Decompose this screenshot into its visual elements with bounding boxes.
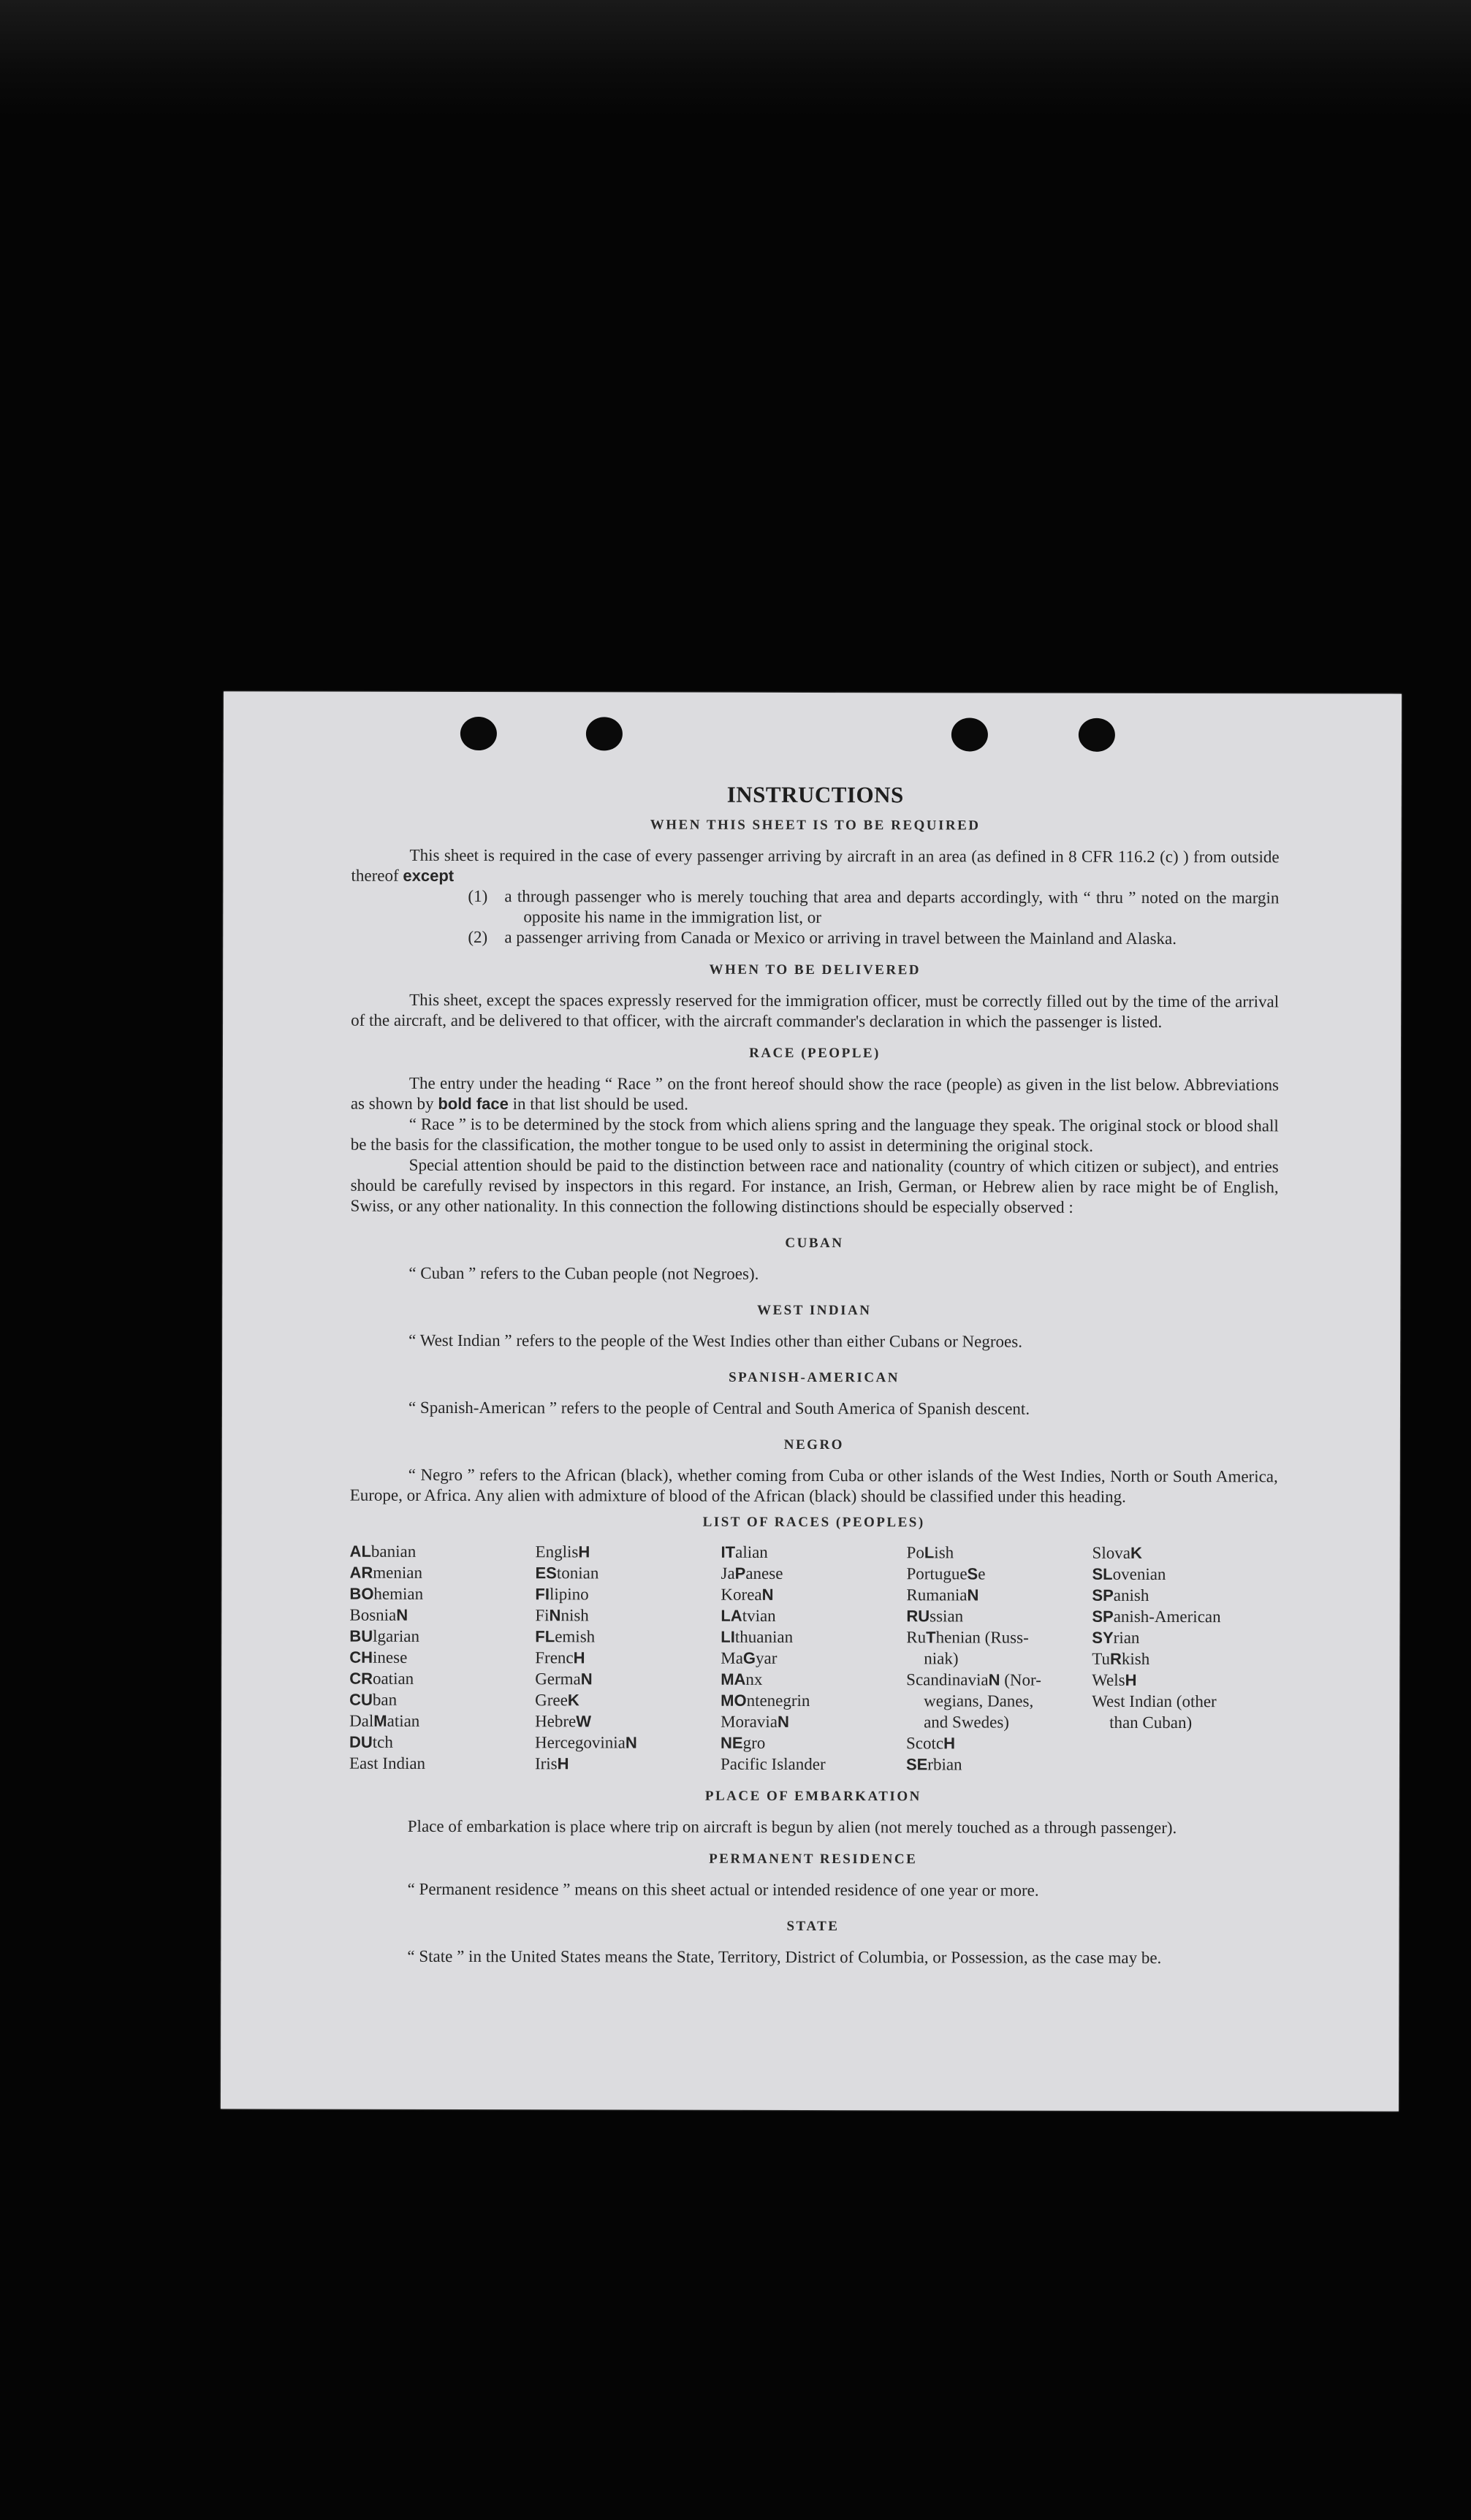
race-entry: FiNnish — [535, 1606, 589, 1625]
punch-hole — [951, 717, 988, 751]
race-entry: HebreW — [535, 1712, 592, 1731]
race-entry: ScandinaviaN (Nor- — [906, 1670, 1041, 1689]
race-entry: East Indian — [349, 1754, 426, 1773]
race-entry: BosniaN — [349, 1605, 408, 1624]
race-entry: MOntenegrin — [721, 1691, 810, 1710]
section-heading-embarkation: PLACE OF EMBARKATION — [704, 1788, 921, 1805]
section-heading-residence: PERMANENT RESIDENCE — [709, 1851, 918, 1868]
scanner-background — [0, 0, 1471, 117]
punch-hole — [460, 717, 497, 750]
race-entry: FrencH — [535, 1648, 585, 1667]
instructions-content — [349, 780, 1279, 1969]
race-entry: EnglisH — [535, 1542, 590, 1561]
race-entry: SPanish — [1092, 1586, 1149, 1604]
residence-text: “ Permanent residence ” means on this sheet actual or intended residence of one year or more. — [407, 1879, 1039, 1900]
race-entry: ALbanian — [349, 1542, 417, 1561]
race-entry: niak) — [924, 1649, 959, 1668]
race-entry: HercegoviniaN — [534, 1733, 637, 1752]
section-heading-race: RACE (PEOPLE) — [749, 1045, 881, 1062]
page-title: INSTRUCTIONS — [726, 781, 904, 808]
race-entry: SYrian — [1092, 1628, 1140, 1647]
race-entry: West Indian (other — [1092, 1691, 1217, 1711]
race-column — [721, 1542, 907, 1775]
race-entry: wegians, Danes, — [924, 1691, 1034, 1710]
negro-text: “ Negro ” refers to the African (black), whether coming from Cuba or other islands of the West Indies, North or South America, Europe, or Africa. Any alien with admixture of blood of the African (black) should be classified under this heading. — [349, 1465, 1278, 1506]
race-entry: RUssian — [906, 1607, 964, 1626]
race-entry: ScotcH — [905, 1734, 956, 1753]
race-column — [535, 1541, 721, 1775]
races-table — [349, 1541, 1278, 1776]
section-heading-list-of-races: LIST OF RACES (PEOPLES) — [702, 1514, 925, 1531]
race-entry: KoreaN — [721, 1585, 774, 1604]
section-heading-spanish-american: SPANISH-AMERICAN — [729, 1369, 900, 1386]
race-paragraph-1: The entry under the heading “ Race ” on the front hereof should show the race (people) as given in the list below. Abbreviations as shown by bold face in that list should be used. — [350, 1073, 1279, 1114]
spanish-american-text: “ Spanish-American ” refers to the people of Central and South America of Spanish descent. — [408, 1398, 1030, 1418]
cuban-text: “ Cuban ” refers to the Cuban people (not Negroes). — [408, 1263, 759, 1283]
race-entry: SlovaK — [1092, 1543, 1142, 1562]
race-entry: MaGyar — [721, 1648, 778, 1667]
punch-hole — [1079, 718, 1115, 752]
section-heading-delivered: WHEN TO BE DELIVERED — [709, 962, 921, 978]
race-entry: JaPanese — [721, 1564, 783, 1583]
race-entry: GermaN — [535, 1670, 593, 1689]
required-intro: This sheet is required in the case of every passenger arriving by aircraft in an area (as defined in 8 CFR 116.2 (c) ) from outside thereof except — [351, 845, 1280, 885]
list-item: (2) a passenger arriving from Canada or Mexico or arriving in travel between the Mainland and Alaska. — [468, 928, 1177, 948]
race-entry: LIthuanian — [721, 1627, 794, 1646]
race-entry: FLemish — [535, 1627, 596, 1646]
race-entry: CHinese — [349, 1648, 408, 1667]
race-entry: SPanish-American — [1092, 1607, 1221, 1626]
race-column — [1092, 1542, 1278, 1776]
race-entry: DUtch — [349, 1732, 393, 1751]
race-entry: CRoatian — [349, 1669, 414, 1688]
list-item: (1) a through passenger who is merely touching that area and departs accordingly, with “ thru ” noted on the margin opposite his name in the immigration list, or — [468, 887, 1280, 927]
section-heading-negro: NEGRO — [783, 1436, 844, 1453]
race-entry: and Swedes) — [924, 1713, 1009, 1732]
delivered-text: This sheet, except the spaces expressly reserved for the immigration officer, must be correctly filled out by the time of the arrival of the aircraft, and be delivered to that officer, with the aircraft commander's declaration in which the passenger is listed. — [351, 990, 1280, 1032]
west-indian-text: “ West Indian ” refers to the people of the West Indies other than either Cubans or Negroes. — [408, 1331, 1022, 1351]
race-entry: NEgro — [720, 1733, 766, 1752]
race-entry: PortugueSe — [906, 1564, 986, 1583]
state-text: “ State ” in the United States means the State, Territory, District of Columbia, or Possession, as the case may be. — [407, 1946, 1162, 1968]
race-entry: CUban — [349, 1690, 398, 1709]
race-column — [349, 1541, 536, 1775]
race-entry: WelsH — [1092, 1670, 1137, 1689]
race-entry: SLovenian — [1092, 1564, 1166, 1584]
race-entry: DalMatian — [349, 1711, 420, 1730]
section-heading-west-indian: WEST INDIAN — [756, 1302, 872, 1319]
race-entry: BUlgarian — [349, 1626, 419, 1645]
race-entry: TuRkish — [1092, 1649, 1150, 1668]
race-entry: SErbian — [905, 1755, 962, 1774]
race-entry: GreeK — [535, 1691, 579, 1710]
race-entry: IrisH — [534, 1754, 569, 1773]
race-column — [906, 1542, 1092, 1775]
race-entry: RuThenian (Russ- — [906, 1628, 1029, 1647]
race-entry: MAnx — [721, 1670, 763, 1689]
race-paragraph-2: “ Race ” is to be determined by the stock from which aliens spring and the language they speak. The original stock or blood shall be the basis for the classification, the mother tongue to be used only to assist in determining the original stock. — [350, 1114, 1279, 1155]
race-entry: MoraviaN — [721, 1712, 789, 1731]
punch-hole — [586, 717, 623, 750]
section-heading-cuban: CUBAN — [785, 1235, 844, 1252]
race-entry: than Cuban) — [1109, 1713, 1193, 1732]
race-entry: FIlipino — [535, 1585, 589, 1604]
section-heading-state: STATE — [786, 1918, 840, 1935]
race-entry: Pacific Islander — [720, 1754, 826, 1774]
race-paragraph-3: Special attention should be paid to the distinction between race and nationality (country of which citizen or subject), and entries should be carefully revised by inspectors in this regard. For instance, an Irish, German, or Hebrew alien by race might be of English, Swiss, or any other nationality. In this connection the following distinctions should be especially observed : — [350, 1155, 1279, 1217]
race-entry: ARmenian — [349, 1563, 423, 1582]
race-entry: PoLish — [906, 1543, 954, 1562]
instruction-sheet — [221, 691, 1402, 2111]
race-entry: ITalian — [721, 1542, 768, 1561]
race-entry: BOhemian — [349, 1584, 424, 1603]
section-heading-required: WHEN THIS SHEET IS TO BE REQUIRED — [650, 817, 981, 834]
embarkation-text: Place of embarkation is place where trip on aircraft is begun by alien (not merely touched as a through passenger). — [407, 1816, 1177, 1838]
race-entry: LAtvian — [721, 1606, 776, 1625]
race-entry: EStonian — [535, 1564, 599, 1583]
race-entry: RumaniaN — [906, 1586, 979, 1604]
